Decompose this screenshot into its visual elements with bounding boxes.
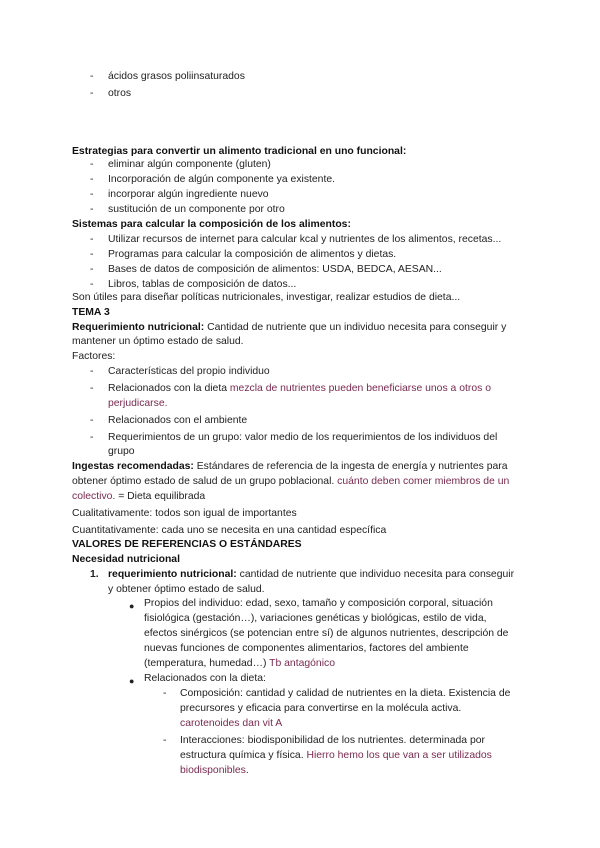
numbered-item-text-cont: y obtener óptimo estado de salud. [108,584,265,595]
list-item: ácidos grasos poliinsaturados [108,71,245,82]
propios-line: fisiológica (gestación…), variaciones genéticas y biológicas, estilo de vida, [144,613,487,624]
requerimiento-line [72,321,506,336]
ingestas-text-cont: obtener óptimo estado de salud de un grupo poblacional. [72,476,338,487]
requerimiento-text-cont: mantener un óptimo estado de salud. [72,336,244,347]
section-heading-sistemas: Sistemas para calcular la composición de los alimentos: [72,219,351,230]
ingestas-label: Ingestas recomendadas: [72,461,194,472]
composicion-line: Composición: cantidad y calidad de nutrientes en la dieta. Existencia de [180,688,511,699]
interacciones-note-cont: biodisponibles [180,765,246,776]
propios-line: Propios del individuo: edad, sexo, tamaño y composición corporal, situación [144,598,493,609]
composicion-note: carotenoides dan vit A [180,718,283,729]
interacciones-note: Hierro hemo los que van a ser utilizados [306,750,492,761]
ingestas-line-2 [72,475,509,490]
list-dash: - [90,383,94,394]
cuantitativamente-text: Cuantitativamente: cada uno se necesita en una cantidad específica [72,525,387,536]
list-item: Incorporación de algún componente ya existente. [108,174,336,185]
numbered-item [108,568,514,583]
ingestas-tail: = Dieta equilibrada [115,491,206,502]
list-item: Características del propio individuo [108,366,270,377]
factor-dieta-note: mezcla de nutrientes pueden beneficiarse unos a otros o [229,383,491,394]
list-dash: - [90,279,94,290]
propios-line: nuevas funciones de componentes alimentarios, factores del ambiente [144,643,469,654]
requerimiento-label: Requerimiento nutricional: [72,322,205,333]
interacciones-line-3 [180,764,249,779]
factor-dieta-note-cont: perjudicarse. [108,398,168,409]
ingestas-note: cuánto deben comer miembros de un [337,476,510,487]
list-dash: - [90,415,94,426]
list-item: otros [108,88,132,99]
composicion-line: precursores y eficacia para convertirse en la molécula activa. [180,703,462,714]
interacciones-line: estructura química y física. [180,750,307,761]
bullet-icon: ● [129,676,135,686]
list-number: 1. [90,569,99,580]
list-item: eliminar algún componente (gluten) [108,159,271,170]
numbered-item-label: requerimiento nutricional: [108,569,237,580]
list-dash: - [90,234,94,245]
interacciones-line: Interacciones: biodisponibilidad de los nutrientes. determinada por [180,735,485,746]
propios-line: (temperatura, humedad…) [144,658,270,669]
factores-label: Factores: [72,351,116,362]
propios-note: Tb antagónico [269,658,335,669]
list-item [108,382,491,397]
requerimiento-text: Cantidad de nutriente que un individuo necesita para conseguir y [204,322,507,333]
necesidad-heading: Necesidad nutricional [72,554,180,565]
interacciones-end: . [245,765,249,776]
list-item: Relacionados con el ambiente [108,415,248,426]
list-item: Requerimientos de un grupo: valor medio de los requerimientos de los individuos del [108,432,498,443]
section-heading-estrategias: Estrategias para convertir un alimento tradicional en uno funcional: [72,146,407,157]
dieta-label: Relacionados con la dieta: [144,673,266,684]
numbered-item-text: cantidad de nutriente que individuo necesita para conseguir [236,569,515,580]
cualitativamente-text: Cualitativamente: todos son igual de importantes [72,508,297,519]
list-item: Bases de datos de composición de alimentos: USDA, BEDCA, AESAN... [108,264,442,275]
list-item: incorporar algún ingrediente nuevo [108,189,269,200]
list-dash: - [163,735,167,746]
list-dash: - [90,174,94,185]
tema-title: TEMA 3 [72,307,110,318]
list-dash: - [90,189,94,200]
list-dash: - [90,432,94,443]
factor-dieta-label: Relacionados con la dieta [108,383,230,394]
list-dash: - [90,204,94,215]
propios-line: efectos sinérgicos (se potencian entre sí) de algunos nutrientes, descripción de [144,628,509,639]
ingestas-line-3 [72,490,205,505]
sistemas-note: Son útiles para diseñar políticas nutricionales, investigar, realizar estudios de dieta... [72,292,461,303]
list-dash: - [90,264,94,275]
valores-heading: VALORES DE REFERENCIAS O ESTÁNDARES [72,539,302,550]
ingestas-note-cont: colectivo. [72,491,116,502]
list-item: Utilizar recursos de internet para calcular kcal y nutrientes de los alimentos, recetas... [108,234,502,245]
list-item: Programas para calcular la composición de alimentos y dietas. [108,249,397,260]
list-dash: - [90,249,94,260]
list-dash: - [90,71,94,82]
list-dash: - [90,366,94,377]
ingestas-line [72,460,508,475]
ingestas-text: Estándares de referencia de la ingesta de energía y nutrientes para [193,461,508,472]
bullet-icon: ● [129,601,135,611]
propios-line-last [144,657,335,672]
list-item: Libros, tablas de composición de datos... [108,279,297,290]
list-item: sustitución de un componente por otro [108,204,285,215]
list-dash: - [163,688,167,699]
interacciones-line-2 [180,749,492,764]
list-item-cont: grupo [108,446,135,457]
list-dash: - [90,88,94,99]
list-dash: - [90,159,94,170]
